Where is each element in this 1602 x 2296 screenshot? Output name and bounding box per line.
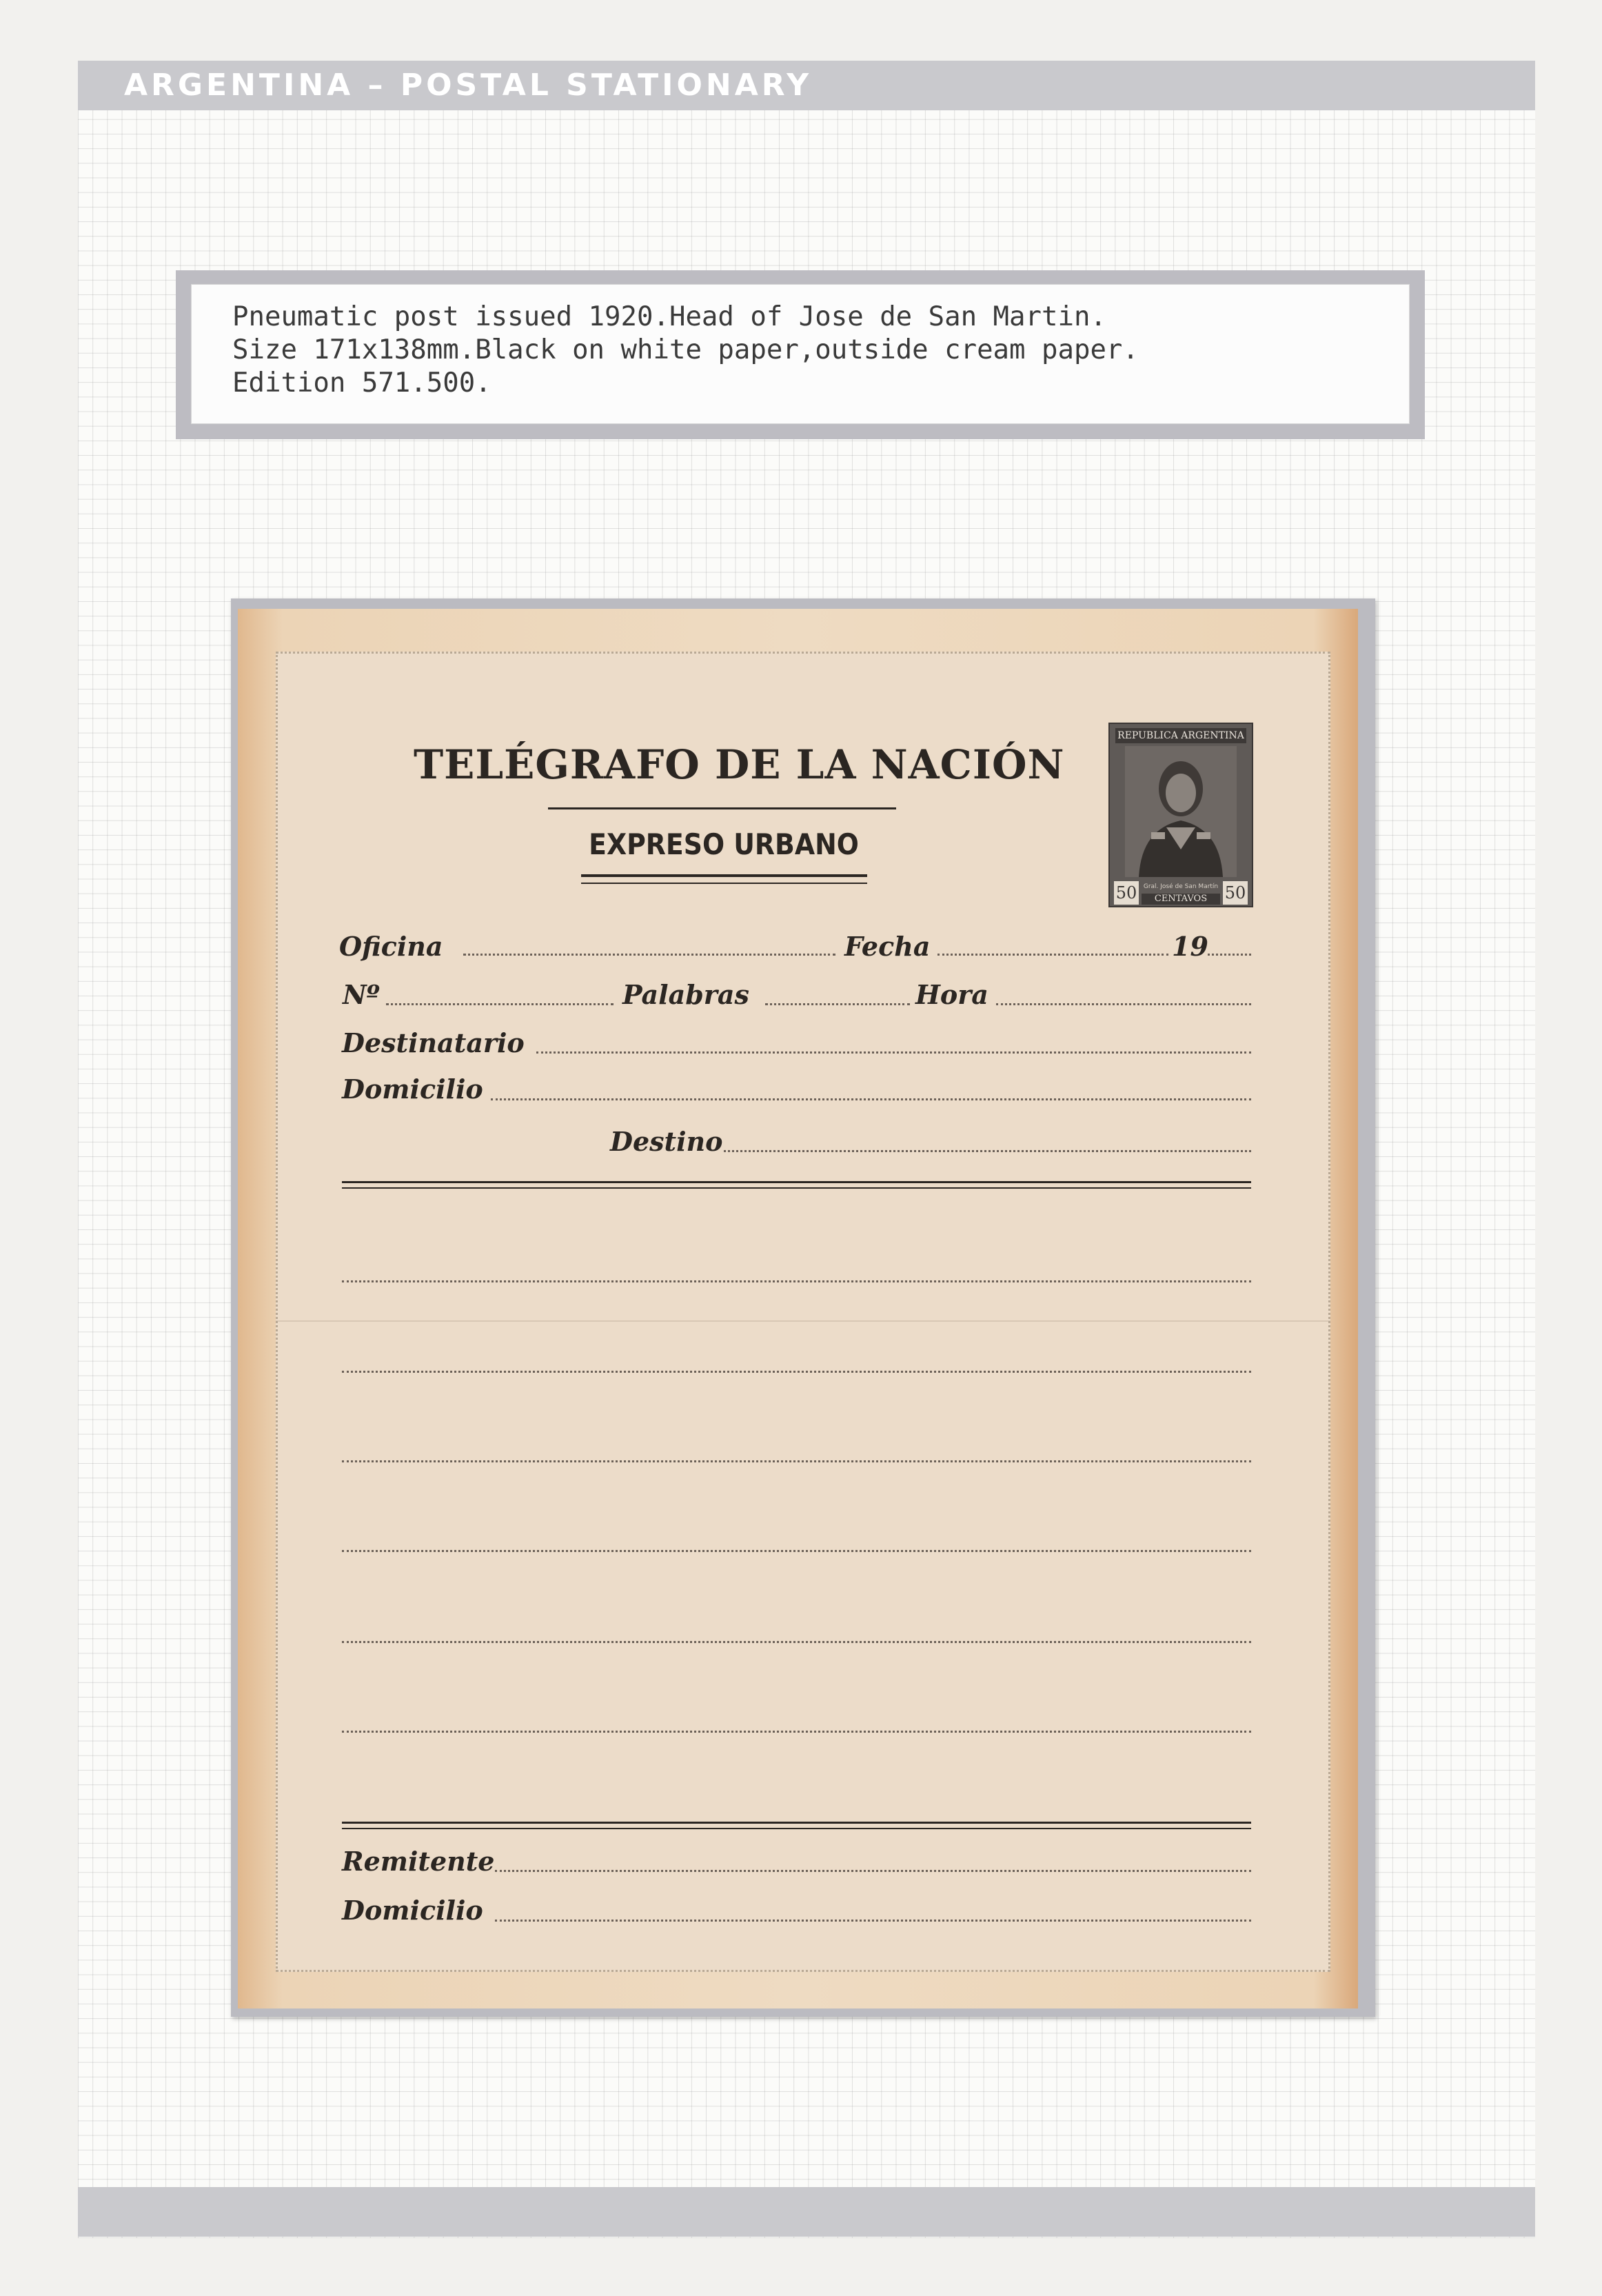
message-line	[342, 1550, 1251, 1552]
description-line-2: Size 171x138mm.Black on white paper,outside cream paper.	[232, 334, 1139, 365]
stamp-currency: CENTAVOS	[1142, 894, 1220, 905]
field-label-remitente: Remitente	[342, 1846, 495, 1877]
subtitle-rule	[581, 874, 867, 877]
field-line-hora	[996, 1003, 1251, 1005]
stamp-caption: Gral. José de San Martín	[1143, 883, 1219, 890]
field-line-destino	[724, 1150, 1251, 1152]
field-line-remitente	[495, 1870, 1251, 1872]
description-line-3: Edition 571.500.	[232, 367, 491, 399]
title-rule	[548, 807, 896, 809]
description-line-1: Pneumatic post issued 1920.Head of Jose de San Martin.	[232, 301, 1106, 332]
field-label-year: 19	[1172, 931, 1208, 962]
field-line-fecha	[937, 954, 1168, 956]
message-line	[342, 1371, 1251, 1373]
san-martin-portrait-icon	[1125, 746, 1237, 877]
message-line	[342, 1280, 1251, 1282]
section-rule-bottom-thin	[342, 1828, 1251, 1829]
field-line-domicilio-remitente	[495, 1920, 1251, 1922]
section-rule-top-thin	[342, 1187, 1251, 1189]
form-subtitle: EXPRESO URBANO	[589, 827, 859, 861]
field-label-destinatario: Destinatario	[342, 1027, 525, 1058]
stamp-value-left: 50	[1114, 881, 1139, 905]
section-rule-bottom	[342, 1822, 1251, 1824]
stamp-country: REPUBLICA ARGENTINA	[1115, 728, 1246, 743]
fold-line	[276, 1320, 1330, 1322]
imprinted-stamp	[1108, 723, 1253, 907]
form-title: TELÉGRAFO DE LA NACIÓN	[414, 741, 1065, 788]
field-label-numero: Nº	[343, 979, 380, 1010]
field-label-destino: Destino	[610, 1126, 723, 1157]
field-label-oficina: Oficina	[339, 931, 443, 962]
field-label-fecha: Fecha	[844, 931, 931, 962]
footer-band	[78, 2187, 1535, 2237]
field-label-domicilio: Domicilio	[342, 1074, 483, 1105]
field-line-palabras	[765, 1003, 910, 1005]
description-text	[232, 301, 1397, 400]
field-label-domicilio-remitente: Domicilio	[342, 1895, 483, 1926]
message-line	[342, 1641, 1251, 1643]
field-label-palabras: Palabras	[622, 979, 749, 1010]
field-line-numero	[386, 1003, 614, 1005]
field-line-domicilio	[491, 1098, 1251, 1100]
stamp-value-right: 50	[1223, 881, 1248, 905]
subtitle-rule-thin	[581, 883, 867, 884]
message-line	[342, 1731, 1251, 1733]
page-header-title: ARGENTINA – POSTAL STATIONARY	[124, 68, 813, 103]
field-line-year	[1208, 954, 1251, 956]
field-label-hora: Hora	[915, 979, 988, 1010]
message-line	[342, 1460, 1251, 1462]
field-line-destinatario	[536, 1051, 1251, 1054]
section-rule-top	[342, 1181, 1251, 1183]
field-line-oficina	[463, 954, 835, 956]
